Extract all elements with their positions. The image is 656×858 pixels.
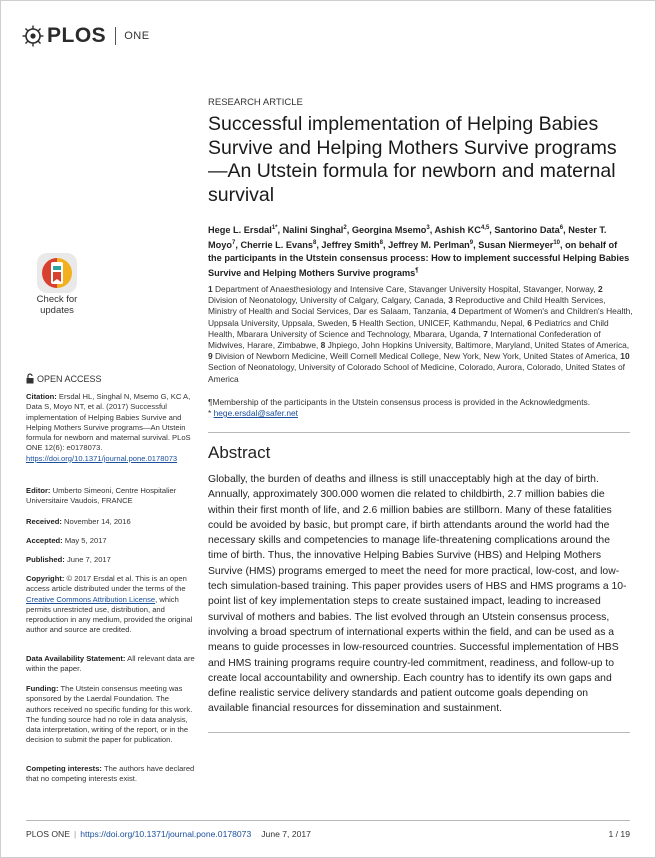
crossmark-icon [28,252,86,294]
logo-divider [115,27,116,45]
brand-name: PLOS [47,24,107,47]
affiliation-item: Division of Newborn Medicine, Weill Cornell Medical College, New York, New York, United States of America, [215,351,618,362]
affiliation-item: Reproductive and Child Health Services, Ministry of Health and Social Services, Dar es Salaam, Tanzania, [208,295,606,317]
journal-logo[interactable] [22,24,150,48]
author-name: Ashish KC [434,225,481,236]
acknowledgment-note: ¶Membership of the participants in the Utstein consensus process is provided in the Acknowledgments. * hege.ersdal@safer.net [208,397,628,419]
author-name: Jeffrey Smith [321,240,380,251]
affiliation-item: Department of Women's and Children's Health, Uppsala University, Uppsala, Sweden, [208,306,633,328]
citation-doi-link[interactable]: https://doi.org/10.1371/journal.pone.0178073 [26,453,178,463]
affiliation-item: International Confederation of Midwives, Harare, Zimbabwe, [208,328,601,351]
affiliation-item: Health Section, UNICEF, Kathmandu, Nepal, [359,317,525,328]
open-access-label: OPEN ACCESS [37,373,102,384]
funding-block: Funding: The Utstein consensus meeting was sponsored by the Laerdal Foundation. The authors received no specific funding for this work. The funding source had no role in data analysis, data interpretation, writing of the report, or in the decision to submit the paper for publication. [26,684,193,745]
accepted-date: Accepted: May 5, 2017 [26,536,107,545]
corresponding-email[interactable]: hege.ersdal@safer.net [213,408,298,418]
citation-block: Citation: Ersdal HL, Singhal N, Msemo G, KC A, Data S, Moyo NT, et al. (2017) Successful implementation of Helping Babies Survive and Helping Mothers Survive programs—An Utstein formula for newborn and maternal survival. PLoS ONE 12(6): e0178073. https://doi.org/10.1371/journal.pone.0178073 [26,392,191,463]
author-name: Jeffrey M. Perlman [388,240,470,251]
author-name: Cherrie L. Evans [240,240,313,251]
author-name: Santorino Data [494,225,560,236]
published-date: Published: June 7, 2017 [26,555,111,564]
check-for-updates-label: Check for updates [36,294,78,316]
footer-doi-link[interactable]: https://doi.org/10.1371/journal.pone.0178073 [80,829,252,839]
affiliation-item: Section of Neonatology, University of Colorado School of Medicine, Colorado, Aurora, Colorado, United States of America [208,362,625,384]
affiliation-item: Division of Neonatology, University of Calgary, Calgary, Canada, [208,295,446,306]
abstract-text: Globally, the burden of deaths and illness is still unacceptably high at the day of birth. Annually, approximately 300.000 women die related to childbirth, 2.7 million babies die within their first month of life, and 2.6 million babies are stillborn. Many of these fatalities could be avoided by basic, but prompt care, if birth attendants around the world had the necessary skills and competencies to manage life-threatening complications around the time of birth. Thus, the innovative Helping Babies Survive (HBS) and Helping Mothers Survive (HMS) programs emerged to meet the need for more practical, low-cost, and low-tech simulation-based training. This paper provides users of HBS and HMS programs a 10-point list of key implementation steps to create sustained impact, leading to increased survival of mothers and babies. The list evolved through an Utstein consensus process, involving a broad spectrum of international experts within the field, and can be used as a means to guide processes in low-resourced countries. Successful implementation of HBS and HMS training programs require country-led commitment, readiness, and follow-up to create local accountability and ownership. Each country has to identify its own gaps and define realistic service delivery standards and patient outcome goals depending on available financial resources for dissemination and sustainment. [208,474,627,715]
divider [208,432,630,433]
footer-divider [26,820,630,821]
footer-date: June 7, 2017 [261,829,311,839]
copyright-block: Copyright: © 2017 Ersdal et al. This is an open access article distributed under the terms of the Creative Commons Attribution License, which permits unrestricted use, distribution, and reproduction in any medium, provided the original author and source are credited. [26,574,193,635]
author-name: Susan Niermeyer [478,240,554,251]
author-list: Hege L. Ersdal$^{1*}$, Nalini Singhal$^2$, Georgina Msemo$^3$, Ashish KC$^{4,5}$, Santorino Data$^6$, Nester T. Moyo$^7$, Cherrie L. Evans$^8$, Jeffrey Smith$^8$, Jeffrey M. Perlman$^9$, Susan Niermeyer$^{10}$, on behalf of the participants in the Utstein consensus process: How to implement successful Helping Babies Survive and Helping Mothers Survive programs¶ [208,225,630,279]
received-date: Received: November 14, 2016 [26,517,131,526]
data-availability-block: Data Availability Statement: All relevant data are within the paper. [26,654,195,674]
open-lock-icon [26,373,34,384]
footer-journal: PLOS ONE [26,829,70,839]
author-name: Nalini Singhal [282,225,344,236]
page-footer: PLOS ONE | https://doi.org/10.1371/journal.pone.0178073 June 7, 2017 1 / 19 [26,829,630,839]
author-name: Hege L. Ersdal [208,225,272,236]
membership-note: ¶Membership of the participants in the Utstein consensus process is provided in the Acknowledgments. [208,397,591,407]
affiliation-item: Pediatrics and Child Health, Mbarara University of Science and Technology, Mbarara, Uganda, [208,317,609,339]
divider [208,732,630,733]
affiliations: 1 Department of Anaesthesiology and Intensive Care, Stavanger University Hospital, Stavanger, Norway, 2 Division of Neonatology, University of Calgary, Calgary, Canada, 3 Reproductive and Child Health Services, Ministry of Health and Social Services, Dar es Salaam, Tanzania, 4 Department of Women's and Children's Health, Uppsala University, Uppsala, Sweden, 5 Health Section, UNICEF, Kathmandu, Nepal, 6 Pediatrics and Child Health, Mbarara University of Science and Technology, Mbarara, Uganda, 7 International Confederation of Midwives, Harare, Zimbabwe, 8 Jhpiego, John Hopkins University, Baltimore, Maryland, United States of America, 9 Division of Newborn Medicine, Weill Cornell Medical College, New York, New York, United States of America, 10 Section of Neonatology, University of Colorado School of Medicine, Colorado, Aurora, Colorado, United States of America [208,284,633,384]
competing-interests-block: Competing interests: The authors have declared that no competing interests exist. [26,764,195,784]
page-number: 1 / 19 [608,829,630,839]
abstract-heading: Abstract [208,443,271,462]
affiliation-item: Jhpiego, John Hopkins University, Baltimore, Maryland, United States of America, [327,340,630,351]
authors-group-note: on behalf of the participants in the Utstein consensus process: How to implement successful Helping Babies Survive and Helping Mothers Survive programs [208,240,630,279]
article-title: Successful implementation of Helping Babies Survive and Helping Mothers Survive programs—An Utstein formula for newborn and maternal survival [208,113,617,206]
plos-logo-icon [22,25,44,47]
license-link[interactable]: Creative Commons Attribution License [26,594,156,604]
article-type: RESEARCH ARTICLE [208,97,303,108]
open-access-badge [26,373,102,384]
author-name: Georgina Msemo [351,225,427,236]
editor-block: Editor: Umberto Simeoni, Centre Hospitalier Universitaire Vaudois, FRANCE [26,486,177,506]
check-for-updates-badge[interactable] [28,252,86,322]
affiliation-item: Department of Anaesthesiology and Intensive Care, Stavanger University Hospital, Stavanger, Norway, [215,284,596,294]
author-name: Nester T. Moyo [208,225,607,251]
journal-name: ONE [124,30,150,42]
